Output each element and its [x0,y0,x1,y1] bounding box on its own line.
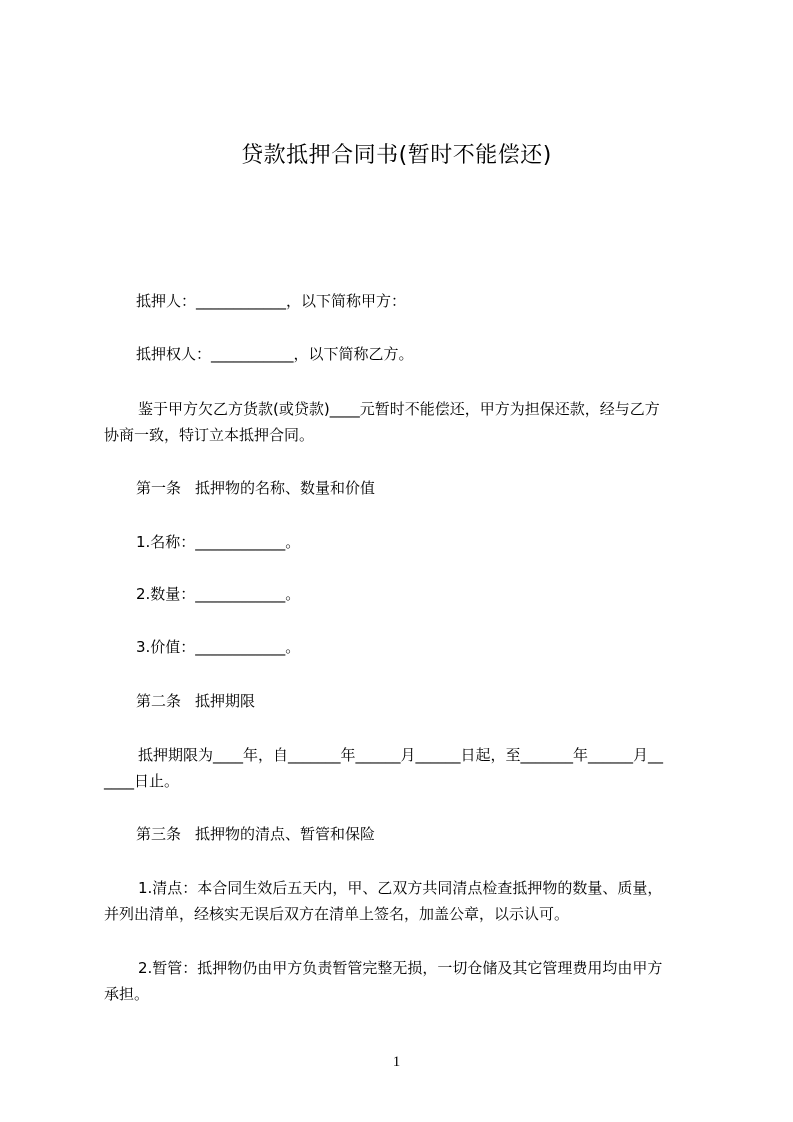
article-2-number: 第二条 [136,692,182,710]
preamble-line-1: 鉴于甲方欠乙方货款(或贷款)____元暂时不能偿还，甲方为担保还款，经与乙方 [138,400,660,418]
custody-line-1: 2.暂管：抵押物仍由甲方负责暂管完整无损，一切仓储及其它管理费用均由甲方 [138,959,663,977]
custody-line-2: 承担。 [104,985,150,1003]
article-1-number: 第一条 [136,479,182,497]
document-title: 贷款抵押合同书(暂时不能偿还) [241,143,552,168]
preamble-line-2: 协商一致，特订立本抵押合同。 [104,426,315,444]
mortgagor-line: 抵押人：____________，以下简称甲方： [136,292,407,310]
inventory-line-1: 1.清点：本合同生效后五天内，甲、乙双方共同清点检查抵押物的数量、质量， [138,879,663,897]
inventory-line-2: 并列出清单，经核实无误后双方在清单上签名，加盖公章，以示认可。 [104,905,570,923]
article-1-heading [104,474,732,502]
article-3-number: 第三条 [136,825,182,843]
page-number: 1 [392,1054,401,1070]
item-name: 1.名称：____________。 [136,533,301,551]
mortgagee-line: 抵押权人：___________，以下简称乙方。 [136,345,414,363]
article-3-heading [104,820,732,848]
item-value: 3.价值：____________。 [136,638,301,656]
article-2-title: 抵押期限 [195,692,256,710]
item-quantity: 2.数量：____________。 [136,585,301,603]
term-line-1: 抵押期限为____年，自_______年______月______日起，至_______年______月__ [138,746,664,764]
article-2-heading [104,687,732,715]
article-1-title: 抵押物的名称、数量和价值 [195,479,376,497]
article-3-title: 抵押物的清点、暂管和保险 [195,825,376,843]
term-line-2: ____日止。 [104,772,180,790]
